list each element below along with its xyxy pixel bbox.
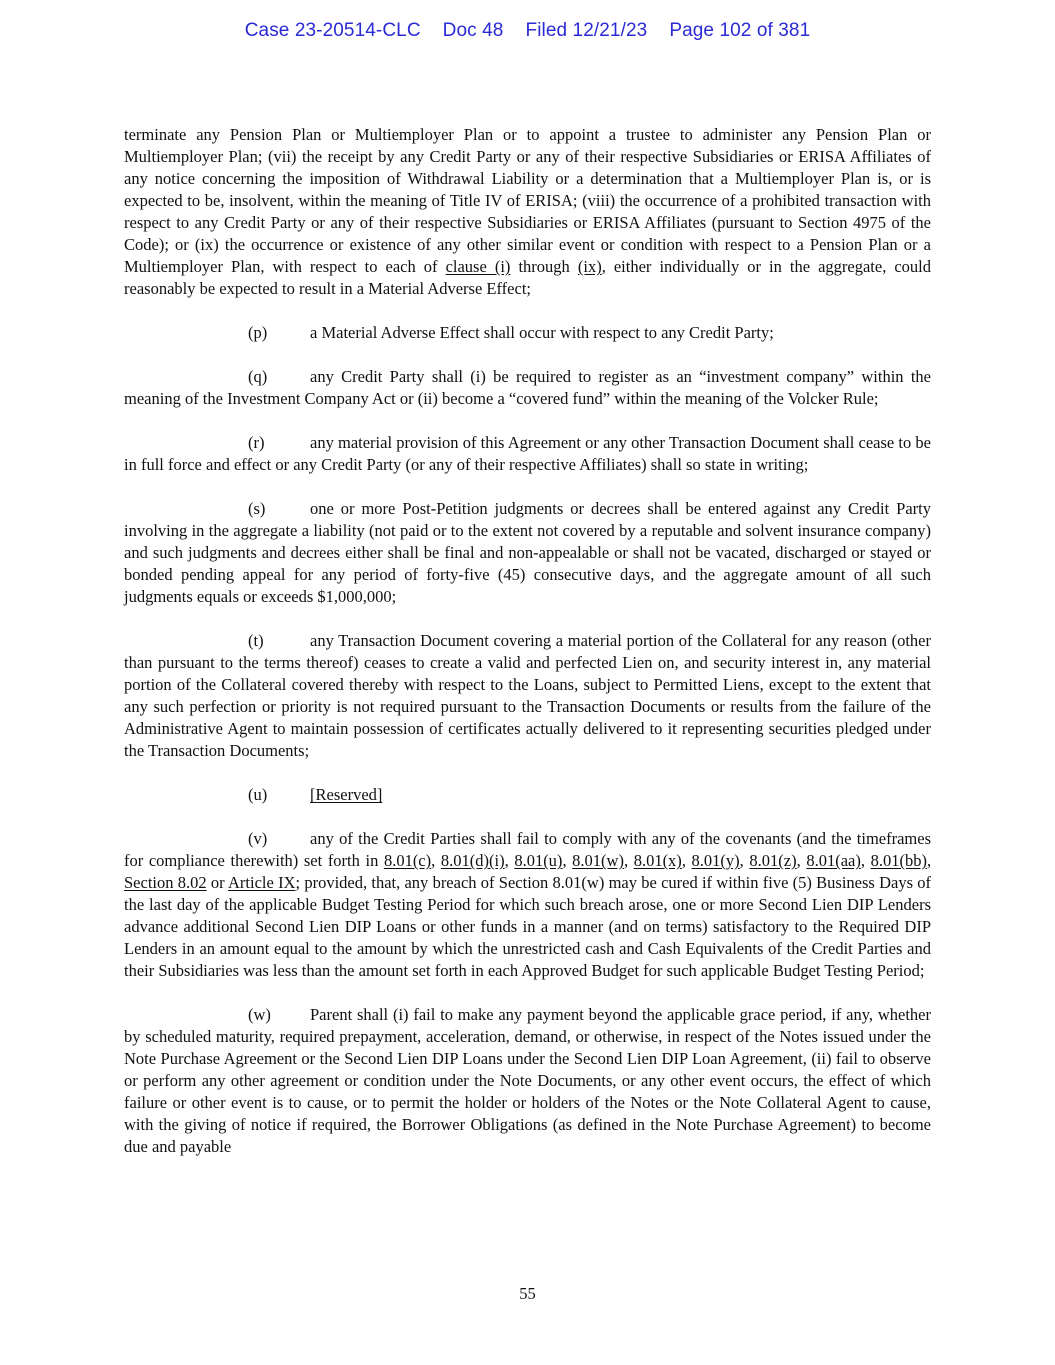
section-reference: 8.01(z) <box>749 851 797 870</box>
case-number: Case 23-20514-CLC <box>244 20 421 41</box>
paragraph-t: (t) any Transaction Document covering a material portion of the Collateral for any reason (other than pursuant to the terms thereof) ceases to create a valid and perfected Lien on, and security interest in, any material portion of the Collateral covered thereby with respect to the Loans, subject to Permitted Liens, except to the extent that any such perfection or priority is not required pursuant to the Transaction Documents or results from the failure of the Administrative Agent to maintain possession of certificates actually delivered to it representing securities pledged under the Transaction Documents; <box>124 631 931 760</box>
section-reference: 8.01(u) <box>514 851 563 870</box>
document-body <box>124 124 931 1180</box>
section-reference: 8.01(d)(i) <box>440 851 505 870</box>
paragraph-r: (r) any material provision of this Agreement or any other Transaction Document shall cease to be in full force and effect or any Credit Party (or any of their respective Affiliates) shall so state in writing; <box>124 433 931 474</box>
paragraph-label: (s) <box>248 499 266 518</box>
clause-reference: clause (i) <box>445 257 511 276</box>
section-reference: 8.01(x) <box>633 851 682 870</box>
section-reference: 8.01(y) <box>691 851 740 870</box>
section-reference: 8.01(w) <box>572 851 624 870</box>
paragraph-q: (q) any Credit Party shall (i) be required to register as an “investment company” within the meaning of the Investment Company Act or (ii) become a “covered fund” within the meaning of the Volcker Rule; <box>124 367 931 408</box>
paragraph-label: (p) <box>248 323 268 342</box>
paragraph-label: (u) <box>248 785 268 804</box>
paragraph-label: (v) <box>248 829 268 848</box>
doc-number: Doc 48 <box>442 20 504 41</box>
paragraph-w: (w) Parent shall (i) fail to make any payment beyond the applicable grace period, if any, whether by scheduled maturity, required prepayment, acceleration, demand, or otherwise, in respect of the Notes issued under the Note Purchase Agreement or the Second Lien DIP Loans under the Second Lien DIP Loan Agreement, (ii) fail to observe or perform any other agreement or condition under the Note Documents, or any other event occurs, the effect of which failure or other event is to cause, or to permit the holder or holders of the Notes or the Note Collateral Agent to cause, with the giving of notice if required, the Borrower Obligations (as defined in the Note Purchase Agreement) to become due and payable <box>124 1005 931 1156</box>
filed-date: Filed 12/21/23 <box>525 20 648 41</box>
page-count: Page 102 of 381 <box>669 20 811 41</box>
paragraph-o-continued: terminate any Pension Plan or Multiemployer Plan or to appoint a trustee to administer any Pension Plan or Multiemployer Plan; (vii) the receipt by any Credit Party or any of their respective Subsidiaries or ERISA Affiliates of any notice concerning the imposition of Withdrawal Liability or a determination that a Multiemployer Plan is, or is expected to be, insolvent, within the meaning of Title IV of ERISA; (viii) the occurrence of a prohibited transaction with respect to any Credit Party or any of their respective Subsidiaries or ERISA Affiliates (pursuant to Section 4975 of the Code); or (ix) the occurrence or existence of any other similar event or condition with respect to a Pension Plan or a Multiemployer Plan, with respect to each of clause (i) through (ix), either individually or in the aggregate, could reasonably be expected to result in a Material Adverse Effect; <box>124 125 932 298</box>
paragraph-v: (v) any of the Credit Parties shall fail to comply with any of the covenants (and the timeframes for compliance therewith) set forth in 8.01(c), 8.01(d)(i), 8.01(u), 8.01(w), 8.01(x), 8.01(y), 8.01(z), 8.01(aa), 8.01(bb), Section 8.02 or Article IX; provided, that, any breach of Section 8.01(w) may be cured if within five (5) Business Days of the last day of the applicable Budget Testing Period for which such breach arose, one or more Second Lien DIP Lenders advance additional Second Lien DIP Loans or other funds in a manner (and on terms) satisfactory to the Required DIP Lenders in an amount equal to the amount by which the unrestricted cash and Cash Equivalents of the Credit Parties and their Subsidiaries was less than the amount set forth in each Approved Budget for such applicable Budget Testing Period; <box>124 829 932 980</box>
section-reference: Article IX <box>228 873 296 892</box>
section-reference: 8.01(aa) <box>806 851 861 870</box>
clause-reference: (ix) <box>577 257 602 276</box>
paragraph-label: (r) <box>248 433 265 452</box>
paragraph-label: (t) <box>248 631 264 650</box>
section-reference: Section 8.02 <box>124 873 207 892</box>
reserved-text: [Reserved] <box>310 785 383 804</box>
section-reference: 8.01(bb) <box>870 851 927 870</box>
paragraph-p: (p) a Material Adverse Effect shall occur with respect to any Credit Party; <box>248 323 774 342</box>
paragraph-label: (w) <box>248 1005 271 1024</box>
paragraph-label: (q) <box>248 367 268 386</box>
filing-header <box>0 20 1055 42</box>
paragraph-u <box>124 784 931 806</box>
section-reference: 8.01(c) <box>383 851 432 870</box>
page-number: 55 <box>519 1284 536 1303</box>
paragraph-s: (s) one or more Post-Petition judgments or decrees shall be entered against any Credit Party involving in the aggregate a liability (not paid or to the extent not covered by a reputable and solvent insurance company) and such judgments and decrees either shall be final and non-appealable or shall not be vacated, discharged or stayed or bonded pending appeal for any period of forty-five (45) consecutive days, and the aggregate amount of all such judgments equals or exceeds $1,000,000; <box>124 499 931 606</box>
